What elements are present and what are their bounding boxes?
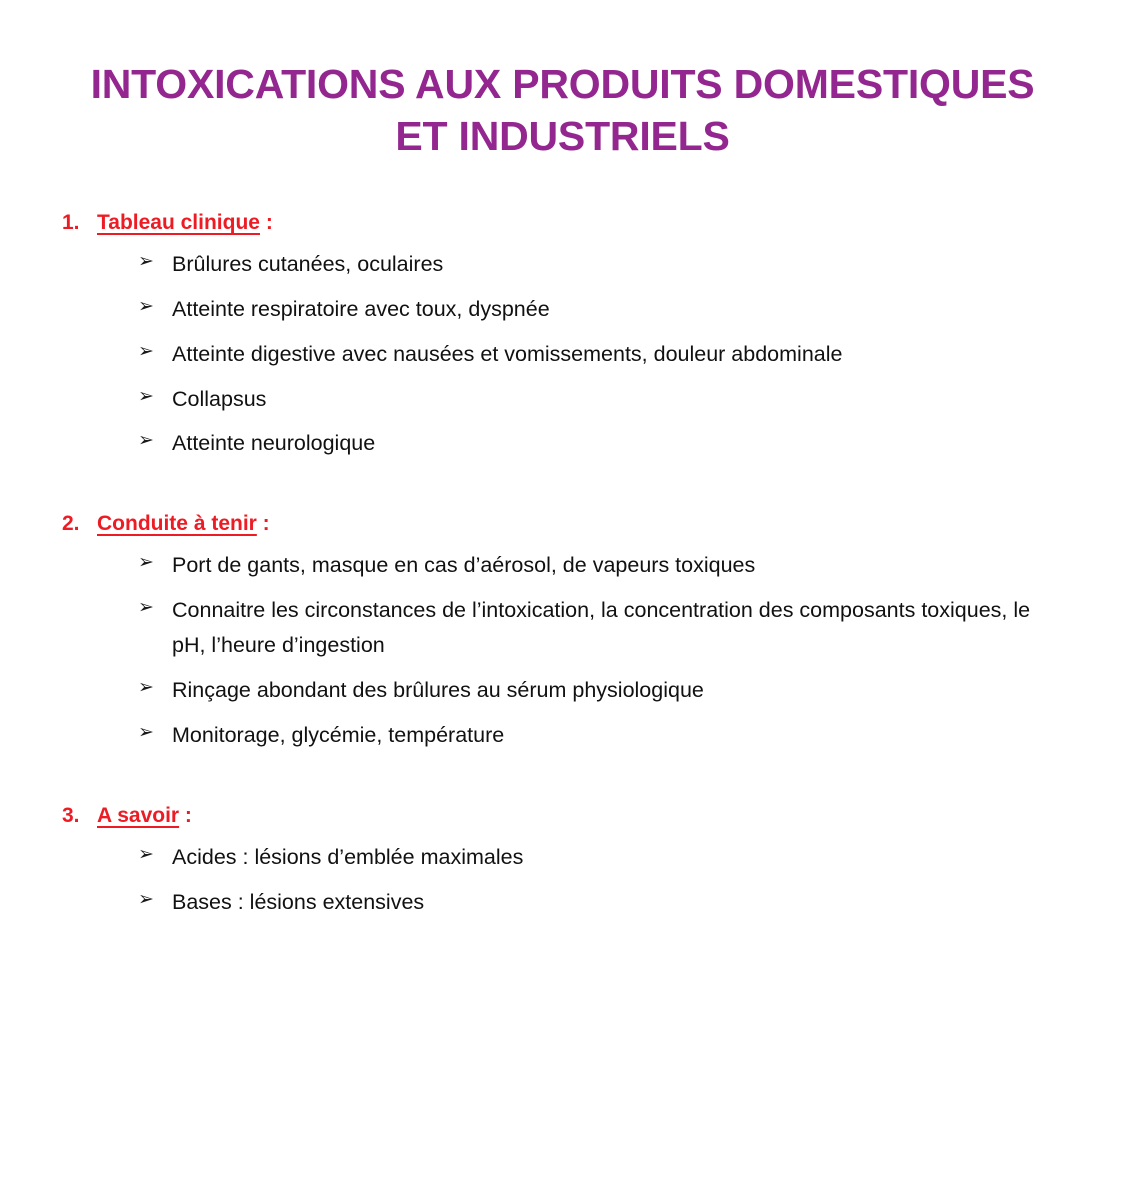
section-colon: : <box>179 803 192 827</box>
page-title-line-1: INTOXICATIONS AUX PRODUITS DOMESTIQUES <box>90 61 1035 107</box>
section-a-savoir <box>0 803 1085 920</box>
list-item-text: Monitorage, glycémie, température <box>172 722 505 747</box>
list-item-text: Bases : lésions extensives <box>172 889 425 914</box>
list-item <box>0 292 1085 327</box>
section-conduite-a-tenir <box>0 511 1085 752</box>
list-item-text: Atteinte neurologique <box>172 431 376 456</box>
list-item <box>0 426 1085 461</box>
section-title: A savoir <box>97 803 180 827</box>
list-item <box>0 247 1085 282</box>
list-item <box>0 593 1085 663</box>
list-item-text: Acides : lésions d’emblée maximales <box>172 844 524 869</box>
bullet-list <box>0 548 1085 752</box>
arrow-bullet-icon: ➢ <box>138 295 154 317</box>
list-item-text: Connaitre les circonstances de l’intoxication, la concentration des composants toxiques, le pH, l’heure d’ingestion <box>172 598 1031 658</box>
arrow-bullet-icon: ➢ <box>138 251 154 273</box>
list-item <box>0 337 1085 372</box>
section-title-wrap <box>97 803 192 828</box>
arrow-bullet-icon: ➢ <box>138 721 154 743</box>
section-heading <box>0 803 1085 828</box>
list-item-text: Rinçage abondant des brûlures au sérum physiologique <box>172 677 704 702</box>
arrow-bullet-icon: ➢ <box>138 676 154 698</box>
section-number: 1. <box>62 210 80 234</box>
arrow-bullet-icon: ➢ <box>138 888 154 910</box>
arrow-bullet-icon: ➢ <box>138 430 154 452</box>
list-item <box>0 885 1085 920</box>
list-item <box>0 382 1085 417</box>
list-item <box>0 840 1085 875</box>
list-item-text: Atteinte respiratoire avec toux, dyspnée <box>172 296 550 321</box>
section-title-wrap <box>97 210 273 235</box>
section-title: Conduite à tenir <box>97 512 257 536</box>
arrow-bullet-icon: ➢ <box>138 385 154 407</box>
list-item-text: Port de gants, masque en cas d’aérosol, de vapeurs toxiques <box>172 553 756 578</box>
section-colon: : <box>259 210 273 234</box>
section-heading <box>0 511 1085 536</box>
list-item <box>0 718 1085 753</box>
bullet-list <box>0 247 1085 461</box>
page-title <box>0 0 1125 163</box>
list-item-text: Brûlures cutanées, oculaires <box>172 252 444 277</box>
document-content <box>0 210 1125 920</box>
arrow-bullet-icon: ➢ <box>138 843 154 865</box>
arrow-bullet-icon: ➢ <box>138 552 154 574</box>
section-number: 2. <box>62 512 80 536</box>
arrow-bullet-icon: ➢ <box>138 340 154 362</box>
list-item-text: Collapsus <box>172 386 267 411</box>
section-tableau-clinique <box>0 210 1085 461</box>
list-item <box>0 548 1085 583</box>
section-title: Tableau clinique <box>97 210 260 234</box>
section-colon: : <box>256 512 270 536</box>
arrow-bullet-icon: ➢ <box>138 597 154 619</box>
page-title-line-2: ET INDUSTRIELS <box>395 113 730 160</box>
section-heading <box>0 210 1085 235</box>
bullet-list <box>0 840 1085 920</box>
section-title-wrap <box>97 511 270 536</box>
list-item <box>0 673 1085 708</box>
list-item-text: Atteinte digestive avec nausées et vomissements, douleur abdominale <box>172 341 843 366</box>
section-number: 3. <box>62 803 80 827</box>
